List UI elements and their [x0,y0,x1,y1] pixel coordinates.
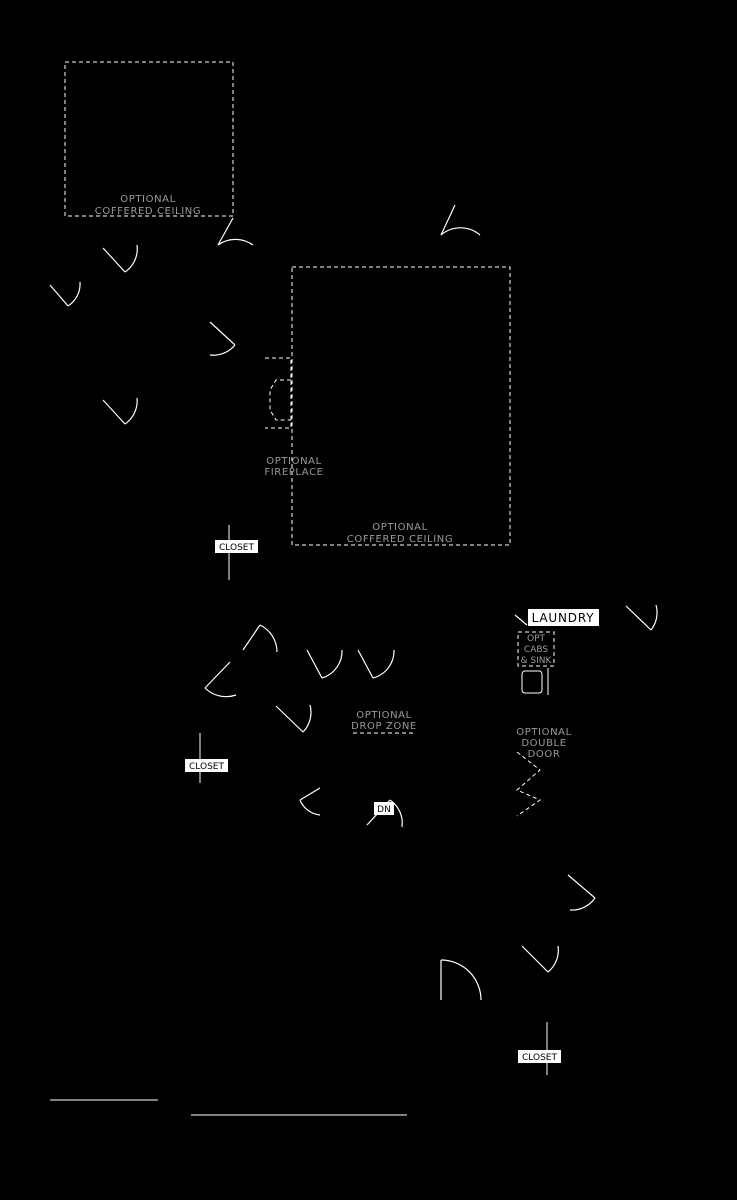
drop-zone-label-line2: DROP ZONE [351,721,417,732]
laundry-door-leaf [515,615,527,625]
closet-2-label: CLOSET [189,762,224,772]
laundry-cabs-line1: OPT [526,634,546,644]
double-door-label-line3: DOOR [527,749,561,760]
door-swing-6 [103,398,137,424]
laundry-cabs-line2: CABS [523,645,549,655]
door-swing-12 [626,605,657,630]
door-swing-7 [243,625,277,652]
drop-zone-label-line1: OPTIONAL [356,710,412,721]
coffered-top-label-line1: OPTIONAL [120,194,176,205]
door-swing-3 [103,245,137,272]
coffered-ceiling-top-outline [65,62,233,216]
door-swing-5 [210,322,235,355]
laundry-label: LAUNDRY [531,611,595,625]
fireplace-label-line1: OPTIONAL [266,456,322,467]
door-swing-15 [568,875,595,910]
double-door-label-line2: DOUBLE [521,738,567,749]
coffered-main-label-line1: OPTIONAL [372,522,428,533]
double-door-outline [517,752,540,816]
door-swing-17 [441,960,481,1000]
door-swing-2 [441,205,480,235]
door-swing-4 [50,282,80,306]
door-swing-10 [358,650,394,678]
dn-label: DN [377,805,391,815]
door-swing-9 [307,650,342,678]
double-door-label-line1: OPTIONAL [516,727,572,738]
door-swing-8 [205,662,236,697]
door-swing-1 [218,218,253,245]
coffered-ceiling-main-outline [292,267,510,545]
door-swing-11 [276,705,311,732]
laundry-sink-outline [522,671,542,693]
fireplace-label-line2: FIREPLACE [264,467,324,478]
closet-3-label: CLOSET [522,1053,557,1063]
coffered-top-label-line2: COFFERED CEILING [94,206,202,217]
door-swing-16 [522,946,558,972]
coffered-main-label-line2: COFFERED CEILING [346,534,454,545]
door-swing-13 [300,788,320,815]
fireplace-outline [265,358,291,428]
laundry-cabs-line3: & SINK [520,656,552,666]
closet-1-label: CLOSET [219,543,254,553]
